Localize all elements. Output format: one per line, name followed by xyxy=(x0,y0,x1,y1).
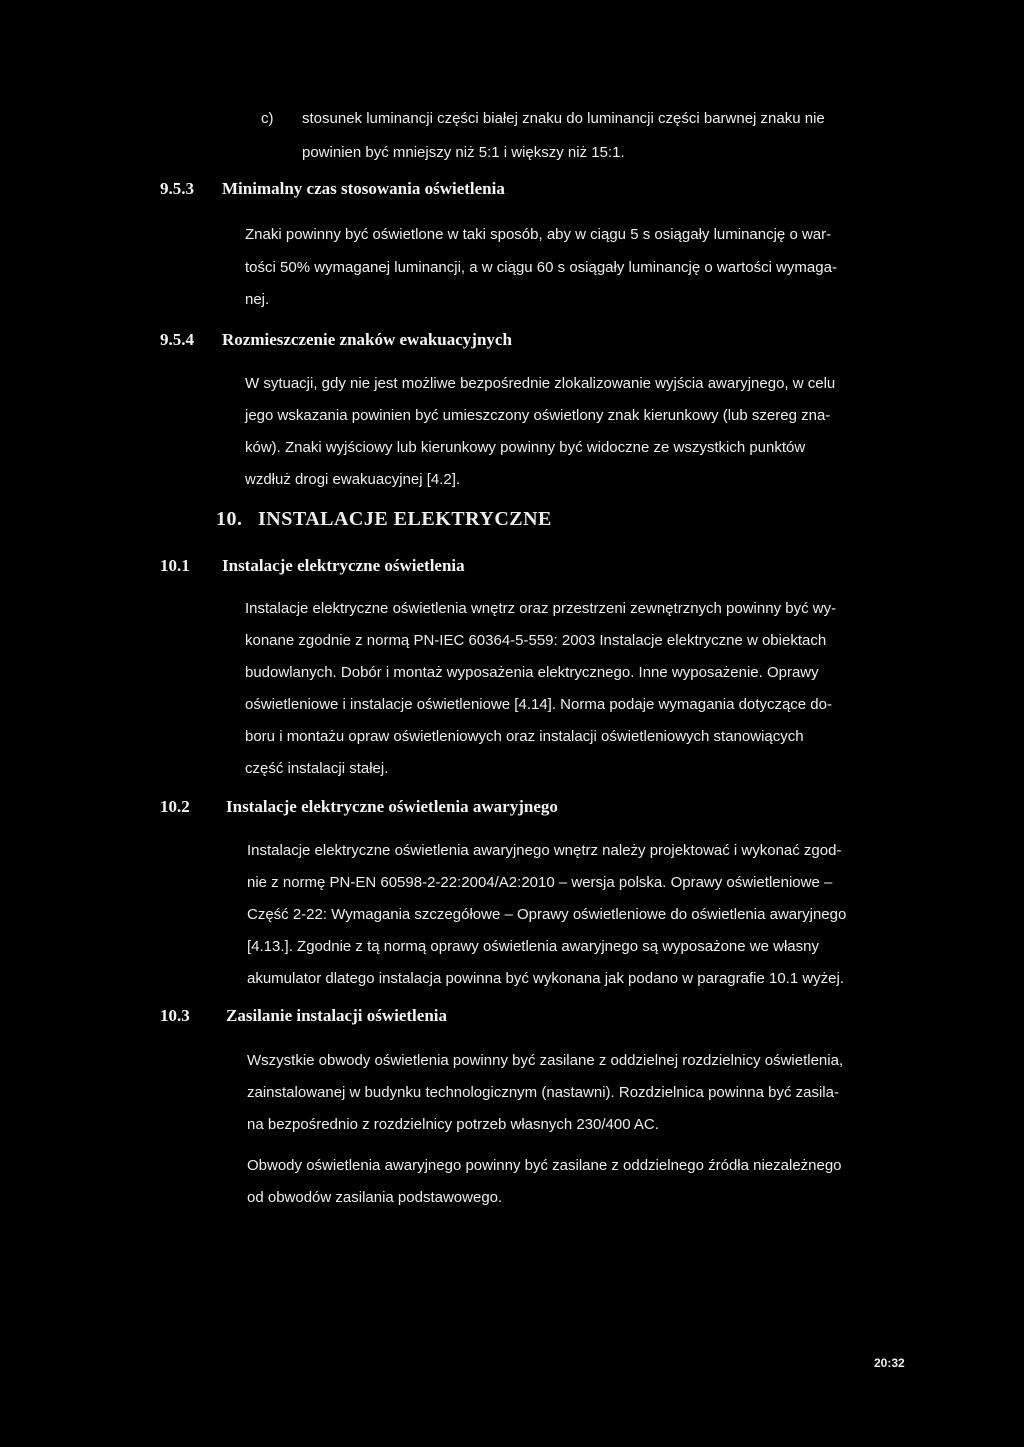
paragraph-line: Obwody oświetlenia awaryjnego powinny być zasilane z oddzielnego źródła niezależnego xyxy=(247,1157,842,1174)
paragraph-line: stosunek luminancji części białej znaku do luminancji części barwnej znaku nie xyxy=(302,110,825,127)
paragraph-line: ków). Znaki wyjściowy lub kierunkowy powinny być widoczne ze wszystkich punktów xyxy=(245,439,806,456)
paragraph-line: akumulator dlatego instalacja powinna być wykonana jak podano w paragrafie 10.1 wyżej. xyxy=(247,970,845,987)
paragraph-line: zainstalowanej w budynku technologicznym (nastawni). Rozdzielnica powinna być zasila- xyxy=(247,1084,839,1101)
paragraph-line: Instalacje elektryczne oświetlenia awaryjnego wnętrz należy projektować i wykonać zgod- xyxy=(247,842,842,859)
paragraph-line: powinien być mniejszy niż 5:1 i większy niż 15:1. xyxy=(302,144,625,161)
section-title: Minimalny czas stosowania oświetlenia xyxy=(222,179,505,198)
paragraph-line: Część 2-22: Wymagania szczegółowe – Oprawy oświetleniowe do oświetlenia awaryjnego xyxy=(247,906,847,923)
section-number: 10.3 xyxy=(160,1006,190,1025)
section-number: 10.2 xyxy=(160,797,190,816)
paragraph-line: część instalacji stałej. xyxy=(245,760,389,777)
paragraph-line: od obwodów zasilania podstawowego. xyxy=(247,1189,503,1206)
section-title: Rozmieszczenie znaków ewakuacyjnych xyxy=(222,330,512,349)
section-title: Instalacje elektryczne oświetlenia awaryjnego xyxy=(226,797,558,816)
paragraph-line: boru i montażu opraw oświetleniowych oraz instalacji oświetleniowych stanowiących xyxy=(245,728,804,745)
page-number: 20:32 xyxy=(874,1356,905,1370)
section-number: 9.5.4 xyxy=(160,330,194,349)
section-title: Instalacje elektryczne oświetlenia xyxy=(222,556,465,575)
paragraph-line: wzdłuż drogi ewakuacyjnej [4.2]. xyxy=(245,471,461,488)
paragraph-line: Znaki powinny być oświetlone w taki sposób, aby w ciągu 5 s osiągały luminancję o war- xyxy=(245,226,832,243)
paragraph-line: Wszystkie obwody oświetlenia powinny być zasilane z oddzielnej rozdzielnicy oświetlenia, xyxy=(247,1052,844,1069)
paragraph-line: W sytuacji, gdy nie jest możliwe bezpośrednie zlokalizowanie wyjścia awaryjnego, w celu xyxy=(245,375,836,392)
paragraph-line: jego wskazania powinien być umieszczony oświetlony znak kierunkowy (lub szereg zna- xyxy=(245,407,831,424)
section-title: Zasilanie instalacji oświetlenia xyxy=(226,1006,447,1025)
paragraph-line: nej. xyxy=(245,291,270,308)
section-number: 10.1 xyxy=(160,556,190,575)
paragraph-line: tości 50% wymaganej luminancji, a w ciągu 60 s osiągały luminancję o wartości wymaga- xyxy=(245,259,837,276)
paragraph-line: [4.13.]. Zgodnie z tą normą oprawy oświetlenia awaryjnego są wyposażone we własny xyxy=(247,938,819,955)
paragraph-line: na bezpośrednio z rozdzielnicy potrzeb własnych 230/400 AC. xyxy=(247,1116,659,1133)
section-number: 9.5.3 xyxy=(160,179,194,198)
chapter-title: INSTALACJE ELEKTRYCZNE xyxy=(258,508,552,530)
paragraph-line: Instalacje elektryczne oświetlenia wnętrz oraz przestrzeni zewnętrznych powinny być wy- xyxy=(245,600,837,617)
list-marker: c) xyxy=(261,110,274,127)
chapter-number: 10. xyxy=(216,508,243,530)
paragraph-line: konane zgodnie z normą PN-IEC 60364-5-559: 2003 Instalacje elektryczne w obiektach xyxy=(245,632,827,649)
paragraph-line: oświetleniowe i instalacje oświetleniowe [4.14]. Norma podaje wymagania dotyczące do- xyxy=(245,696,832,713)
paragraph-line: nie z normę PN-EN 60598-2-22:2004/A2:2010 – wersja polska. Oprawy oświetleniowe – xyxy=(247,874,833,891)
paragraph-line: budowlanych. Dobór i montaż wyposażenia elektrycznego. Inne wyposażenie. Oprawy xyxy=(245,664,819,681)
